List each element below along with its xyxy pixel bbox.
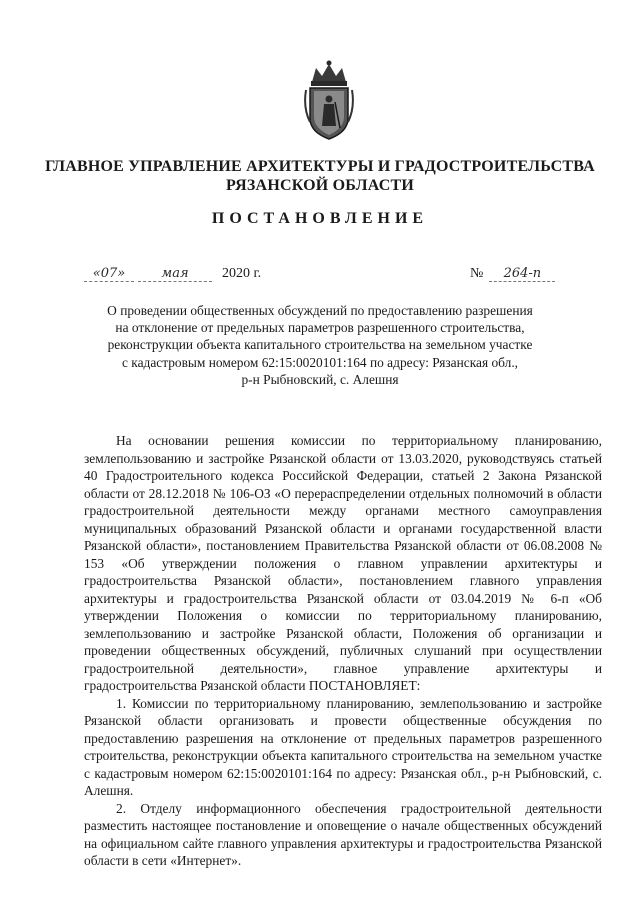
- subject-line: р-н Рыбновский, с. Алешня: [241, 371, 399, 387]
- clause-2-paragraph: 2. Отделу информационного обеспечения градостроительной деятельности разместить настоящее постановление и оповещение о начале общественных обсуждений на официальном сайте главного управления архитектуры и градостроительства Рязанской области в сети «Интернет».: [84, 800, 602, 868]
- number-label: №: [470, 266, 484, 281]
- document-subject: [80, 302, 560, 388]
- subject-line: на отклонение от предельных параметров разрешенного строительства,: [115, 320, 525, 336]
- document-number: [470, 266, 555, 282]
- date-month: мая: [138, 266, 212, 282]
- preamble-paragraph: На основании решения комиссии по территориальному планированию, землепользованию и застройке Рязанской области от 13.03.2020, руководствуясь статьей 40 Градостроительного кодекса Российской Федерации, статьей 2 Закона Рязанской области от 28.12.2018 № 106-ОЗ «О перераспределении отдельных полномочий в области градостроительной деятельности между органами местного самоуправления муниципальных образований Рязанской области и органами государственной власти Рязанской области», постановлением Правительства Рязанской области от 06.08.2008 № 153 «Об утверждении положения о главном управлении архитектуры и градостроительства Рязанской области», постановлением главного управления архитектуры и градостроительства Рязанской области от 03.04.2019 № 6-п «Об утверждении Положения о комиссии по территориальному планированию, землепользованию и застройке Рязанской области, Положения об организации и проведении общественных обсуждений, публичных слушаний при осуществлении градостроительной деятельности», главное управление архитектуры и градостроительства Рязанской области ПОСТАНОВЛЯЕТ:: [84, 433, 602, 693]
- ryazan-coat-of-arms-icon: [302, 60, 356, 142]
- subject-line: реконструкции объекта капитального строительства на земельном участке: [107, 337, 533, 353]
- date-year: 2020 г.: [222, 266, 262, 281]
- clause-1-paragraph: 1. Комиссии по территориальному планированию, землепользованию и застройке Рязанской области организовать и провести общественные обсуждения по предоставлению разрешения на отклонение от предельных параметров разрешенного строительства, реконструкции объекта капитального строительства на земельном участке с кадастровым номером 62:15:0020101:164 по адресу: Рязанская обл., р-н Рыбновский, с. Алешня.: [84, 695, 602, 798]
- number-value: 264-п: [489, 266, 555, 282]
- organization-name-line-1: ГЛАВНОЕ УПРАВЛЕНИЕ АРХИТЕКТУРЫ И ГРАДОСТРОИТЕЛЬСТВА: [45, 158, 595, 175]
- subject-line: с кадастровым номером 62:15:0020101:164 по адресу: Рязанская обл.,: [121, 354, 519, 370]
- date-day: «07»: [84, 266, 134, 282]
- document-body: [84, 432, 602, 870]
- document-date: [84, 266, 261, 282]
- document-type-title: ПОСТАНОВЛЕНИЕ: [211, 210, 429, 227]
- organization-name-line-2: РЯЗАНСКОЙ ОБЛАСТИ: [225, 177, 414, 194]
- subject-line: О проведении общественных обсуждений по предоставлению разрешения: [107, 303, 533, 318]
